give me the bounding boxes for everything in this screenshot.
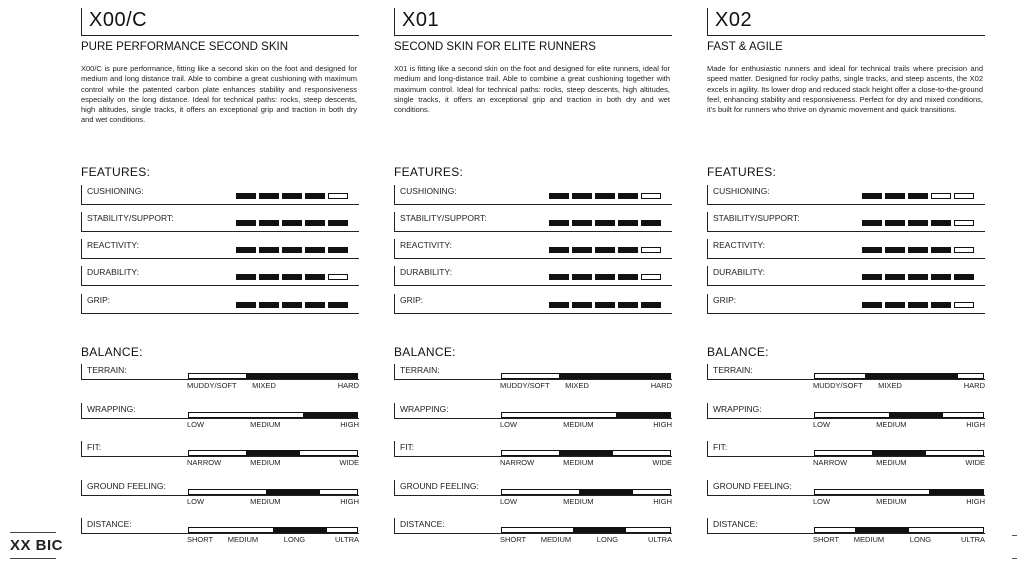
rating-segment-filled <box>885 274 905 280</box>
rating-meter <box>549 193 661 199</box>
rating-segment-filled <box>549 220 569 226</box>
rating-segment-empty <box>931 193 951 199</box>
rating-segment-filled <box>236 302 256 308</box>
rating-segment-filled <box>908 220 928 226</box>
rating-segment-empty <box>328 193 348 199</box>
scale-label: MIXED <box>565 381 589 390</box>
balance-bar-fill <box>579 490 633 494</box>
balance-bar <box>188 489 358 495</box>
rating-segment-empty <box>328 274 348 280</box>
rating-segment-filled <box>549 193 569 199</box>
rating-segment-filled <box>282 220 302 226</box>
rating-segment-filled <box>931 274 951 280</box>
rating-segment-filled <box>618 220 638 226</box>
balance-scale <box>500 458 672 468</box>
rating-segment-filled <box>236 274 256 280</box>
rating-meter <box>549 247 661 253</box>
feature-row <box>707 185 985 205</box>
balance-row <box>707 441 985 457</box>
balance-bar-fill <box>573 528 627 532</box>
balance-label: WRAPPING: <box>713 404 762 414</box>
rating-segment-filled <box>595 220 615 226</box>
scale-label: ULTRA <box>960 535 985 544</box>
rating-segment-filled <box>908 302 928 308</box>
rating-segment-filled <box>931 220 951 226</box>
balance-bar <box>188 450 358 456</box>
balance-bar <box>188 373 358 379</box>
rating-segment-filled <box>595 193 615 199</box>
rating-segment-filled <box>572 220 592 226</box>
scale-label: MEDIUM <box>853 535 885 544</box>
scale-label: LOW <box>813 420 831 429</box>
scale-label: LONG <box>909 535 932 544</box>
rating-segment-filled <box>618 247 638 253</box>
balance-bar-fill <box>246 451 300 455</box>
balance-row <box>394 403 672 419</box>
feature-label: REACTIVITY: <box>87 240 139 250</box>
rating-segment-filled <box>595 274 615 280</box>
rating-segment-filled <box>862 193 882 199</box>
balance-row <box>394 518 672 534</box>
model-tagline: PURE PERFORMANCE SECOND SKIN <box>81 41 289 53</box>
feature-label: STABILITY/SUPPORT: <box>400 213 487 223</box>
rating-segment-filled <box>572 247 592 253</box>
rating-segment-filled <box>908 193 928 199</box>
feature-label: CUSHIONING: <box>400 186 457 196</box>
rating-segment-filled <box>549 274 569 280</box>
model-name: X00/C <box>81 8 359 36</box>
scale-label: MUDDY/SOFT <box>187 381 237 390</box>
scale-label: MUDDY/SOFT <box>813 381 863 390</box>
balance-title: BALANCE: <box>394 345 456 359</box>
rating-segment-filled <box>305 302 325 308</box>
scale-label: WIDE <box>965 458 985 467</box>
rating-segment-filled <box>305 247 325 253</box>
rating-segment-filled <box>641 220 661 226</box>
feature-label: STABILITY/SUPPORT: <box>87 213 174 223</box>
feature-label: DURABILITY: <box>400 267 452 277</box>
balance-bar-fill <box>889 413 943 417</box>
balance-bar <box>814 450 984 456</box>
scale-label: WIDE <box>339 458 359 467</box>
scale-label: MEDIUM <box>876 458 907 467</box>
balance-title: BALANCE: <box>707 345 769 359</box>
balance-bar <box>814 412 984 418</box>
feature-row <box>707 239 985 259</box>
logo-divider-top <box>10 532 56 533</box>
feature-label: CUSHIONING: <box>713 186 770 196</box>
scale-label: ULTRA <box>334 535 359 544</box>
rating-meter <box>862 193 974 199</box>
balance-label: TERRAIN: <box>713 365 753 375</box>
balance-bar-fill <box>246 374 357 378</box>
scale-label: LOW <box>813 497 831 506</box>
rating-meter <box>236 220 348 226</box>
balance-bar-fill <box>266 490 320 494</box>
rating-meter <box>236 274 348 280</box>
rating-segment-filled <box>259 220 279 226</box>
model-name: X02 <box>707 8 985 36</box>
balance-scale <box>500 381 672 391</box>
balance-row <box>81 518 359 534</box>
edge-mark <box>1012 535 1017 536</box>
rating-segment-filled <box>862 247 882 253</box>
balance-row <box>81 441 359 457</box>
balance-scale <box>187 420 359 430</box>
rating-segment-filled <box>328 247 348 253</box>
rating-segment-filled <box>885 247 905 253</box>
scale-label: SHORT <box>813 535 840 544</box>
scale-label: MEDIUM <box>563 497 594 506</box>
balance-row <box>707 364 985 380</box>
rating-segment-filled <box>259 247 279 253</box>
balance-bar-fill <box>559 374 670 378</box>
balance-row <box>707 403 985 419</box>
scale-label: SHORT <box>500 535 527 544</box>
rating-segment-empty <box>954 220 974 226</box>
balance-bar-fill <box>865 374 957 378</box>
feature-row <box>81 294 359 314</box>
feature-label: CUSHIONING: <box>87 186 144 196</box>
rating-segment-empty <box>954 247 974 253</box>
rating-segment-filled <box>549 247 569 253</box>
rating-segment-empty <box>641 247 661 253</box>
rating-meter <box>549 274 661 280</box>
balance-label: TERRAIN: <box>87 365 127 375</box>
scale-label: NARROW <box>187 458 222 467</box>
rating-segment-filled <box>259 274 279 280</box>
feature-row <box>394 212 672 232</box>
feature-row <box>81 239 359 259</box>
scale-label: MEDIUM <box>876 497 907 506</box>
balance-title: BALANCE: <box>81 345 143 359</box>
rating-segment-filled <box>908 274 928 280</box>
scale-label: HARD <box>337 381 359 390</box>
scale-label: MUDDY/SOFT <box>500 381 550 390</box>
scale-label: HIGH <box>966 497 985 506</box>
scale-label: HIGH <box>653 420 672 429</box>
scale-label: HARD <box>963 381 985 390</box>
feature-row <box>394 266 672 286</box>
scale-label: LOW <box>500 420 518 429</box>
scale-label: ULTRA <box>647 535 672 544</box>
model-description: X00/C is pure performance, fitting like a second skin on the foot and designed for medium and long distance trail. Able to combine a great cushioning with maximum control while the patented carbon plate enhances stability and responsiveness especially on the long distance. Ideal for technical paths: rocks, steep descents, high altitudes, single tracks, it offers an exceptional grip and traction in both dry and wet conditions. <box>81 64 357 125</box>
rating-segment-filled <box>236 247 256 253</box>
scale-label: HARD <box>650 381 672 390</box>
rating-segment-filled <box>595 247 615 253</box>
features-title: FEATURES: <box>81 165 151 179</box>
balance-row <box>394 364 672 380</box>
rating-meter <box>862 220 974 226</box>
balance-row <box>707 480 985 496</box>
balance-bar <box>501 450 671 456</box>
rating-segment-filled <box>618 193 638 199</box>
scale-label: LOW <box>187 497 205 506</box>
rating-segment-empty <box>954 193 974 199</box>
scale-label: LONG <box>283 535 306 544</box>
rating-segment-filled <box>572 274 592 280</box>
scale-label: MEDIUM <box>250 420 281 429</box>
balance-row <box>81 364 359 380</box>
rating-segment-filled <box>282 247 302 253</box>
rating-segment-filled <box>885 220 905 226</box>
feature-row <box>707 266 985 286</box>
rating-segment-filled <box>862 220 882 226</box>
balance-scale <box>813 497 985 507</box>
feature-label: REACTIVITY: <box>713 240 765 250</box>
rating-segment-filled <box>885 302 905 308</box>
scale-label: MIXED <box>252 381 276 390</box>
rating-meter <box>549 302 661 308</box>
rating-meter <box>862 274 974 280</box>
rating-segment-filled <box>618 274 638 280</box>
balance-label: GROUND FEELING: <box>400 481 479 491</box>
rating-segment-filled <box>328 220 348 226</box>
scale-label: MEDIUM <box>227 535 259 544</box>
balance-bar-fill <box>855 528 909 532</box>
balance-label: FIT: <box>400 442 415 452</box>
model-tagline: SECOND SKIN FOR ELITE RUNNERS <box>394 41 596 53</box>
rating-segment-filled <box>931 302 951 308</box>
feature-label: GRIP: <box>713 295 737 305</box>
scale-label: MIXED <box>878 381 902 390</box>
balance-bar <box>501 373 671 379</box>
balance-bar <box>814 373 984 379</box>
scale-label: WIDE <box>652 458 672 467</box>
rating-segment-filled <box>862 274 882 280</box>
rating-meter <box>236 302 348 308</box>
balance-row <box>394 480 672 496</box>
rating-segment-filled <box>236 193 256 199</box>
balance-bar <box>501 489 671 495</box>
scale-label: MEDIUM <box>563 458 594 467</box>
scale-label: MEDIUM <box>876 420 907 429</box>
feature-row <box>394 294 672 314</box>
rating-segment-filled <box>305 193 325 199</box>
features-title: FEATURES: <box>707 165 777 179</box>
balance-row <box>81 403 359 419</box>
feature-row <box>394 239 672 259</box>
rating-segment-filled <box>282 274 302 280</box>
scale-label: HIGH <box>340 497 359 506</box>
balance-bar-fill <box>273 528 327 532</box>
balance-scale <box>500 535 672 545</box>
scale-label: MEDIUM <box>250 458 281 467</box>
balance-label: DISTANCE: <box>87 519 132 529</box>
rating-segment-empty <box>641 274 661 280</box>
model-description: X01 is fitting like a second skin on the foot and designed for elite runners, ideal for medium and long-distance trail. Able to combine a great cushioning together with maximum control. Ideal for technical paths: rocks, steep descents, high altitudes, single tracks, it offers an exceptional grip and traction in both dry and wet conditions. <box>394 64 670 115</box>
balance-row <box>707 518 985 534</box>
balance-scale <box>813 458 985 468</box>
balance-bar-fill <box>616 413 670 417</box>
rating-segment-filled <box>954 274 974 280</box>
balance-label: TERRAIN: <box>400 365 440 375</box>
balance-row <box>394 441 672 457</box>
rating-segment-empty <box>641 193 661 199</box>
scale-label: HIGH <box>653 497 672 506</box>
scale-label: HIGH <box>340 420 359 429</box>
feature-row <box>394 185 672 205</box>
balance-bar-fill <box>929 490 983 494</box>
balance-row <box>81 480 359 496</box>
balance-label: GROUND FEELING: <box>713 481 792 491</box>
rating-segment-filled <box>862 302 882 308</box>
scale-label: LONG <box>596 535 619 544</box>
rating-meter <box>862 302 974 308</box>
scale-label: MEDIUM <box>563 420 594 429</box>
rating-meter <box>236 247 348 253</box>
model-name: X01 <box>394 8 672 36</box>
features-title: FEATURES: <box>394 165 464 179</box>
balance-bar <box>501 527 671 533</box>
feature-label: GRIP: <box>87 295 111 305</box>
scale-label: HIGH <box>966 420 985 429</box>
balance-scale <box>187 497 359 507</box>
rating-segment-filled <box>328 302 348 308</box>
rating-meter <box>862 247 974 253</box>
scale-label: NARROW <box>500 458 535 467</box>
balance-label: DISTANCE: <box>713 519 758 529</box>
balance-bar <box>814 489 984 495</box>
balance-bar-fill <box>559 451 613 455</box>
balance-scale <box>813 535 985 545</box>
balance-label: WRAPPING: <box>87 404 136 414</box>
rating-segment-filled <box>236 220 256 226</box>
model-description: Made for enthusiastic runners and ideal for technical trails where precision and speed matter. Designed for rocky paths, single tracks, and steep ascents, the X02 excels in agility. Its lower drop and reduced stack height offer a close-to-the-ground feel, enhancing stability and responsiveness. Perfect for dry and mixed conditions, it's built for runners who thrive on dynamic movement and quick transitions. <box>707 64 983 115</box>
rating-meter <box>236 193 348 199</box>
rating-segment-filled <box>305 220 325 226</box>
rating-segment-filled <box>595 302 615 308</box>
rating-segment-filled <box>931 247 951 253</box>
rating-segment-empty <box>954 302 974 308</box>
balance-label: FIT: <box>713 442 728 452</box>
feature-label: GRIP: <box>400 295 424 305</box>
model-tagline: FAST & AGILE <box>707 41 783 53</box>
feature-label: REACTIVITY: <box>400 240 452 250</box>
rating-segment-filled <box>572 193 592 199</box>
scale-label: LOW <box>187 420 205 429</box>
balance-bar <box>188 412 358 418</box>
balance-label: GROUND FEELING: <box>87 481 166 491</box>
rating-segment-filled <box>908 247 928 253</box>
rating-segment-filled <box>305 274 325 280</box>
feature-row <box>707 294 985 314</box>
scale-label: MEDIUM <box>250 497 281 506</box>
balance-bar-fill <box>303 413 357 417</box>
balance-label: DISTANCE: <box>400 519 445 529</box>
balance-scale <box>187 535 359 545</box>
rating-segment-filled <box>572 302 592 308</box>
balance-scale <box>187 381 359 391</box>
scale-label: LOW <box>500 497 518 506</box>
logo-divider-bottom <box>10 558 56 559</box>
balance-scale <box>500 420 672 430</box>
rating-segment-filled <box>549 302 569 308</box>
balance-label: WRAPPING: <box>400 404 449 414</box>
feature-label: DURABILITY: <box>87 267 139 277</box>
rating-segment-filled <box>282 302 302 308</box>
rating-segment-filled <box>618 302 638 308</box>
rating-segment-filled <box>885 193 905 199</box>
feature-row <box>81 212 359 232</box>
rating-segment-filled <box>641 302 661 308</box>
rating-segment-filled <box>259 193 279 199</box>
balance-scale <box>813 420 985 430</box>
scale-label: SHORT <box>187 535 214 544</box>
rating-meter <box>549 220 661 226</box>
feature-row <box>81 266 359 286</box>
balance-bar <box>814 527 984 533</box>
balance-label: FIT: <box>87 442 102 452</box>
balance-bar <box>188 527 358 533</box>
balance-scale <box>187 458 359 468</box>
rating-segment-filled <box>259 302 279 308</box>
brand-logo: XX BIC <box>10 537 64 554</box>
feature-label: DURABILITY: <box>713 267 765 277</box>
edge-mark <box>1012 558 1017 559</box>
feature-label: STABILITY/SUPPORT: <box>713 213 800 223</box>
balance-scale <box>813 381 985 391</box>
rating-segment-filled <box>282 193 302 199</box>
feature-row <box>707 212 985 232</box>
scale-label: MEDIUM <box>540 535 572 544</box>
feature-row <box>81 185 359 205</box>
balance-bar-fill <box>872 451 926 455</box>
balance-scale <box>500 497 672 507</box>
scale-label: NARROW <box>813 458 848 467</box>
balance-bar <box>501 412 671 418</box>
